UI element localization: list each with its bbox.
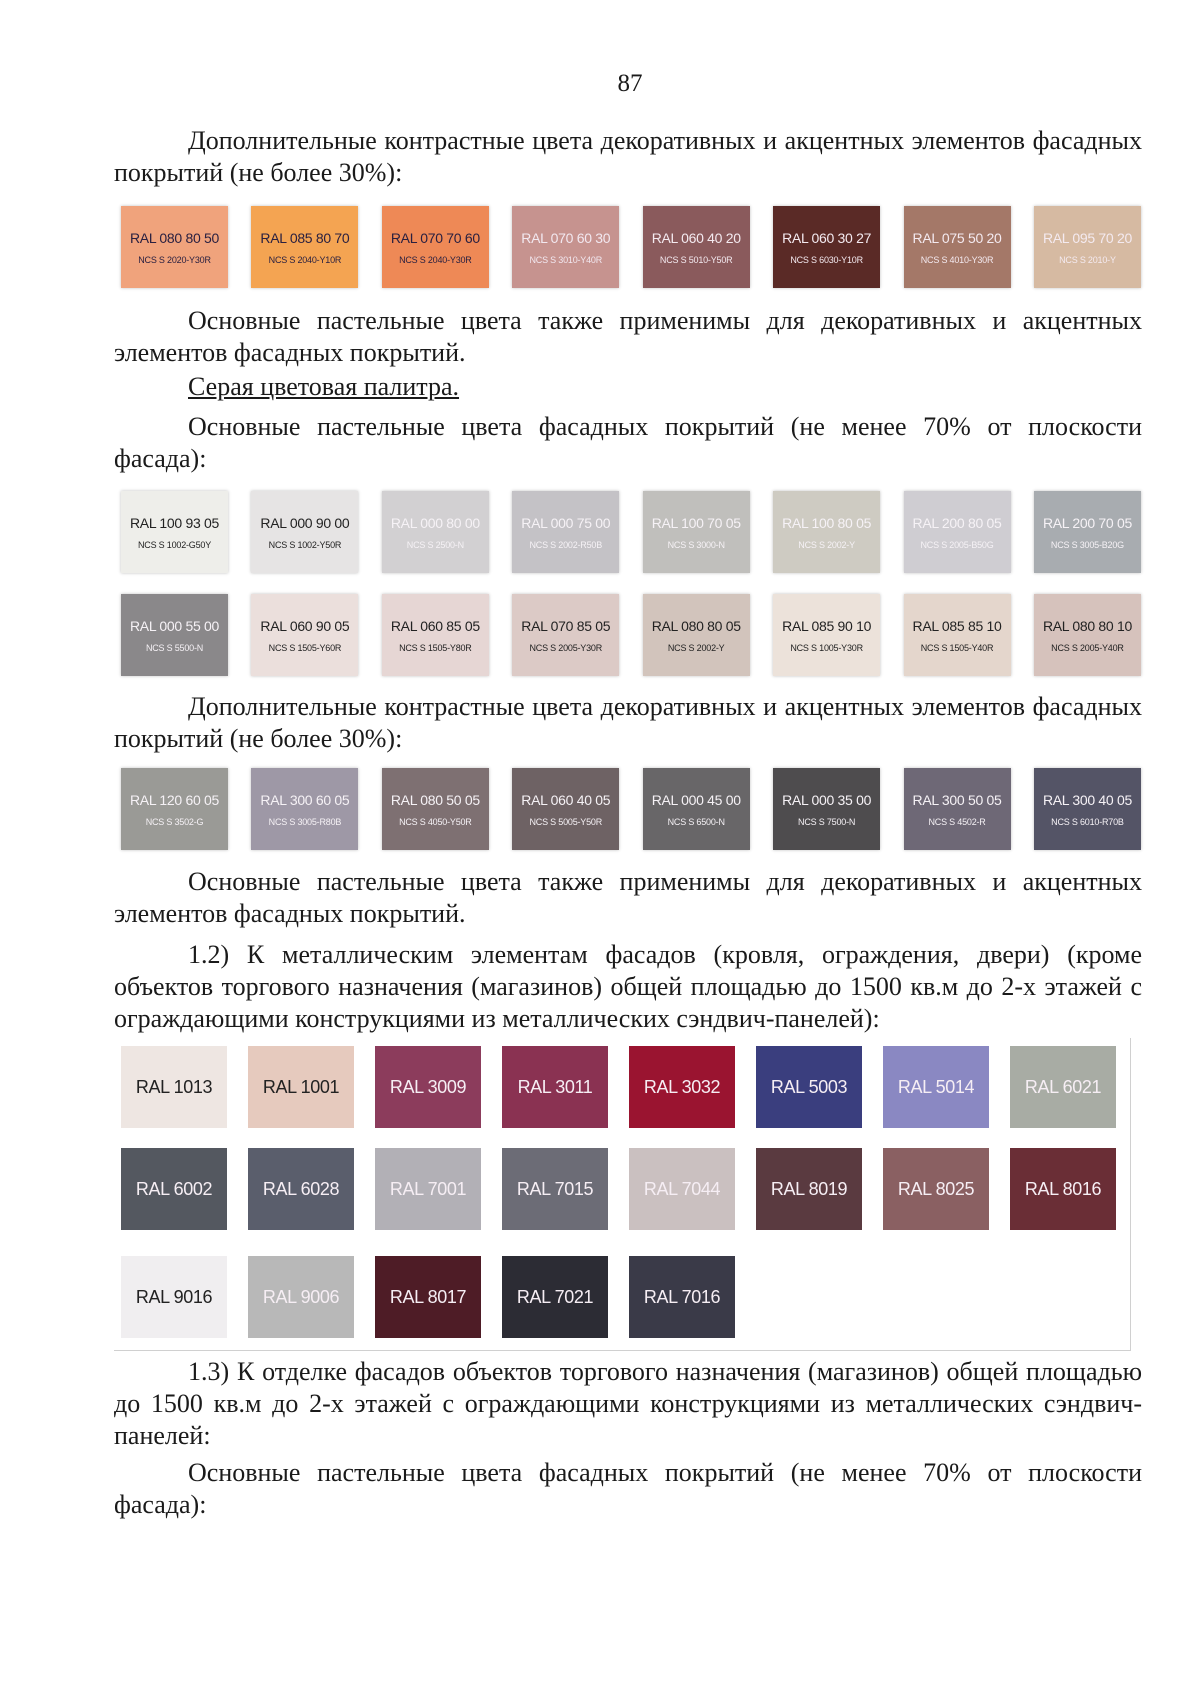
color-swatch	[512, 594, 619, 676]
ral-code: RAL 200 80 05	[912, 514, 1002, 531]
color-swatch	[512, 206, 619, 288]
metal-color-swatch	[375, 1148, 481, 1230]
paragraph-gray-accent: Дополнительные контрастные цвета декоративных и акцентных элементов фасадных покрытий (не более 30%):	[114, 692, 1142, 753]
ral-code: RAL 7021	[516, 1286, 594, 1307]
metal-color-swatch	[502, 1256, 608, 1338]
paragraph-pastel-applicable: Основные пастельные цвета также применимы для декоративных и акцентных элементов фасадных покрытий.	[114, 306, 1142, 367]
section-heading-gray-palette	[114, 371, 1142, 403]
ncs-code: NCS S 5005-Y50R	[529, 816, 603, 827]
paragraph-pastel-main-retail: Основные пастельные цвета фасадных покрытий (не менее 70% от плоскости фасада):	[114, 1458, 1142, 1519]
ncs-code: NCS S 2020-Y30R	[138, 254, 211, 265]
metal-color-swatch	[1010, 1148, 1116, 1230]
ral-code: RAL 6002	[135, 1178, 213, 1199]
ncs-code: NCS S 1505-Y60R	[268, 642, 342, 653]
ncs-code: NCS S 3010-Y40R	[529, 254, 603, 265]
ral-code: RAL 070 85 05	[521, 617, 611, 634]
ral-code: RAL 7044	[643, 1178, 721, 1199]
ral-code: RAL 8016	[1024, 1178, 1102, 1199]
ral-code: RAL 000 45 00	[651, 791, 741, 808]
color-swatch	[1034, 768, 1141, 850]
ral-code: RAL 095 70 20	[1042, 229, 1132, 246]
ncs-code: NCS S 6010-R70B	[1051, 816, 1124, 827]
color-swatch	[1034, 594, 1141, 676]
ral-code: RAL 100 93 05	[130, 514, 219, 531]
ncs-code: NCS S 2040-Y10R	[268, 254, 342, 265]
ral-code: RAL 000 55 00	[130, 617, 219, 634]
swatch-row-accent	[121, 206, 1141, 288]
color-swatch	[512, 768, 619, 850]
ral-code: RAL 1013	[135, 1076, 213, 1097]
color-swatch	[643, 206, 750, 288]
ral-code: RAL 120 60 05	[130, 791, 219, 808]
metal-color-swatch	[375, 1046, 481, 1128]
paragraph-gray-main: Основные пастельные цвета фасадных покрытий (не менее 70% от плоскости фасада):	[114, 412, 1142, 473]
ncs-code: NCS S 2005-Y30R	[529, 642, 603, 653]
ral-code: RAL 300 60 05	[260, 791, 350, 808]
ral-code: RAL 080 80 50	[130, 229, 219, 246]
ncs-code: NCS S 1002-G50Y	[137, 539, 212, 550]
color-swatch	[773, 594, 880, 676]
ncs-code: NCS S 3005-B20G	[1050, 539, 1124, 550]
metal-row-1	[121, 1046, 1116, 1128]
metal-color-swatch	[248, 1148, 354, 1230]
ncs-code: NCS S 7500-N	[798, 816, 856, 827]
ral-code: RAL 000 35 00	[782, 791, 872, 808]
ncs-code: NCS S 2002-Y	[798, 539, 855, 550]
ral-code: RAL 3032	[643, 1076, 721, 1097]
color-swatch	[382, 768, 489, 850]
ral-code: RAL 060 40 20	[651, 229, 741, 246]
ral-code: RAL 8025	[897, 1178, 975, 1199]
ral-code: RAL 8017	[389, 1286, 467, 1307]
metal-color-swatch	[1010, 1046, 1116, 1128]
ral-code: RAL 060 90 05	[260, 617, 350, 634]
ncs-code: NCS S 4050-Y50R	[399, 816, 472, 827]
ral-code: RAL 1001	[262, 1076, 340, 1097]
ncs-code: NCS S 6500-N	[667, 816, 725, 827]
color-swatch	[904, 206, 1011, 288]
metal-row-2	[121, 1148, 1116, 1230]
ral-code: RAL 000 80 00	[390, 514, 480, 531]
ncs-code: NCS S 3005-R80B	[268, 816, 342, 827]
ncs-code: NCS S 6030-Y10R	[790, 254, 863, 265]
ral-code: RAL 075 50 20	[912, 229, 1002, 246]
color-swatch	[904, 491, 1011, 573]
ncs-code: NCS S 2040-Y30R	[399, 254, 472, 265]
ncs-code: NCS S 2005-Y40R	[1051, 642, 1124, 653]
metal-color-swatch	[502, 1046, 608, 1128]
metal-color-swatch	[883, 1148, 989, 1230]
color-swatch	[382, 206, 489, 288]
ral-code: RAL 000 90 00	[260, 514, 350, 531]
metal-color-swatch	[121, 1256, 227, 1338]
color-swatch	[773, 491, 880, 573]
color-swatch	[121, 491, 228, 573]
color-swatch	[643, 768, 750, 850]
paragraph-accent-colors: Дополнительные контрастные цвета декоративных и акцентных элементов фасадных покрытий (не более 30%):	[114, 126, 1142, 187]
ncs-code: NCS S 3502-G	[145, 816, 204, 827]
ncs-code: NCS S 4502-R	[928, 816, 986, 827]
ral-code: RAL 5003	[770, 1076, 848, 1097]
ral-code: RAL 085 90 10	[782, 617, 872, 634]
color-swatch	[1034, 491, 1141, 573]
gray-palette-heading-text: Серая цветовая палитра.	[188, 372, 460, 401]
color-swatch	[643, 491, 750, 573]
color-swatch	[512, 491, 619, 573]
ral-code: RAL 5014	[897, 1076, 975, 1097]
ncs-code: NCS S 2002-Y	[667, 642, 725, 653]
swatch-row-gray-main-2	[121, 594, 1141, 676]
ral-code: RAL 070 70 60	[390, 229, 480, 246]
ncs-code: NCS S 2500-N	[406, 539, 464, 550]
ral-code: RAL 085 80 70	[260, 229, 350, 246]
ral-code: RAL 080 80 05	[651, 617, 741, 634]
swatch-row-gray-main-1	[121, 491, 1141, 573]
ral-code: RAL 3009	[389, 1076, 467, 1097]
ral-code: RAL 9016	[135, 1286, 213, 1307]
ncs-code: NCS S 2005-B50G	[920, 539, 994, 550]
ncs-code: NCS S 2002-R50B	[529, 539, 603, 550]
metal-color-swatch	[121, 1148, 227, 1230]
metal-color-swatch	[756, 1148, 862, 1230]
ral-code: RAL 080 80 10	[1042, 617, 1132, 634]
paragraph-pastel-applicable-2: Основные пастельные цвета также применимы для декоративных и акцентных элементов фасадных покрытий.	[114, 867, 1142, 928]
color-swatch	[1034, 206, 1141, 288]
ncs-code: NCS S 1005-Y30R	[790, 642, 863, 653]
color-swatch	[251, 206, 358, 288]
ral-code: RAL 7016	[643, 1286, 721, 1307]
ncs-code: NCS S 2010-Y	[1059, 254, 1116, 265]
color-swatch	[251, 594, 358, 676]
metal-row-3	[121, 1256, 735, 1338]
ncs-code: NCS S 1505-Y80R	[399, 642, 472, 653]
ral-code: RAL 6028	[262, 1178, 340, 1199]
metal-color-swatch	[629, 1148, 735, 1230]
page-number: 87	[617, 70, 643, 97]
color-swatch	[121, 206, 228, 288]
color-swatch	[251, 768, 358, 850]
ral-code: RAL 3011	[517, 1076, 593, 1097]
paragraph-retail-facades: 1.3) К отделке фасадов объектов торгового назначения (магазинов) общей площадью до 1500 кв.м до 2-х этажей с ограждающими конструкциями из металлических сэндвич-панелей:	[114, 1357, 1142, 1450]
ral-code: RAL 060 85 05	[390, 617, 480, 634]
color-swatch	[773, 206, 880, 288]
metal-color-swatch	[248, 1046, 354, 1128]
ral-code: RAL 6021	[1024, 1076, 1102, 1097]
metal-color-swatch	[375, 1256, 481, 1338]
ral-code: RAL 7001	[389, 1178, 467, 1199]
ral-code: RAL 100 80 05	[782, 514, 872, 531]
ral-code: RAL 8019	[770, 1178, 848, 1199]
ral-code: RAL 060 30 27	[782, 229, 872, 246]
color-swatch	[773, 768, 880, 850]
metal-color-swatch	[883, 1046, 989, 1128]
metal-color-swatch	[121, 1046, 227, 1128]
ral-code: RAL 070 60 30	[521, 229, 611, 246]
color-swatch	[904, 594, 1011, 676]
ncs-code: NCS S 1002-Y50R	[268, 539, 342, 550]
metal-color-swatch	[629, 1256, 735, 1338]
metal-color-swatch	[756, 1046, 862, 1128]
color-swatch	[643, 594, 750, 676]
metal-color-swatch	[248, 1256, 354, 1338]
ral-code: RAL 100 70 05	[651, 514, 741, 531]
ral-code: RAL 000 75 00	[521, 514, 611, 531]
ral-code: RAL 085 85 10	[912, 617, 1002, 634]
ral-code: RAL 300 40 05	[1042, 791, 1132, 808]
ral-code: RAL 060 40 05	[521, 791, 611, 808]
color-swatch	[251, 491, 358, 573]
ncs-code: NCS S 1505-Y40R	[920, 642, 994, 653]
paragraph-metal-elements: 1.2) К металлическим элементам фасадов (кровля, ограждения, двери) (кроме объектов торгового назначения (магазинов) общей площадью до 1500 кв.м до 2-х этажей с ограждающими конструкциями из металлических сэндвич-панелей):	[114, 940, 1142, 1033]
metal-color-swatch	[502, 1148, 608, 1230]
ral-code: RAL 9006	[262, 1286, 340, 1307]
color-swatch	[121, 768, 228, 850]
ncs-code: NCS S 3000-N	[667, 539, 725, 550]
color-swatch	[121, 594, 228, 676]
swatch-row-gray-accent	[121, 768, 1141, 850]
color-swatch	[382, 594, 489, 676]
ral-code: RAL 200 70 05	[1042, 514, 1132, 531]
color-swatch	[382, 491, 489, 573]
ral-code: RAL 300 50 05	[912, 791, 1002, 808]
ncs-code: NCS S 5500-N	[145, 642, 204, 653]
color-swatch	[904, 768, 1011, 850]
ral-code: RAL 7015	[516, 1178, 594, 1199]
ral-code: RAL 080 50 05	[390, 791, 480, 808]
ncs-code: NCS S 5010-Y50R	[659, 254, 733, 265]
ncs-code: NCS S 4010-Y30R	[920, 254, 994, 265]
metal-color-swatch	[629, 1046, 735, 1128]
